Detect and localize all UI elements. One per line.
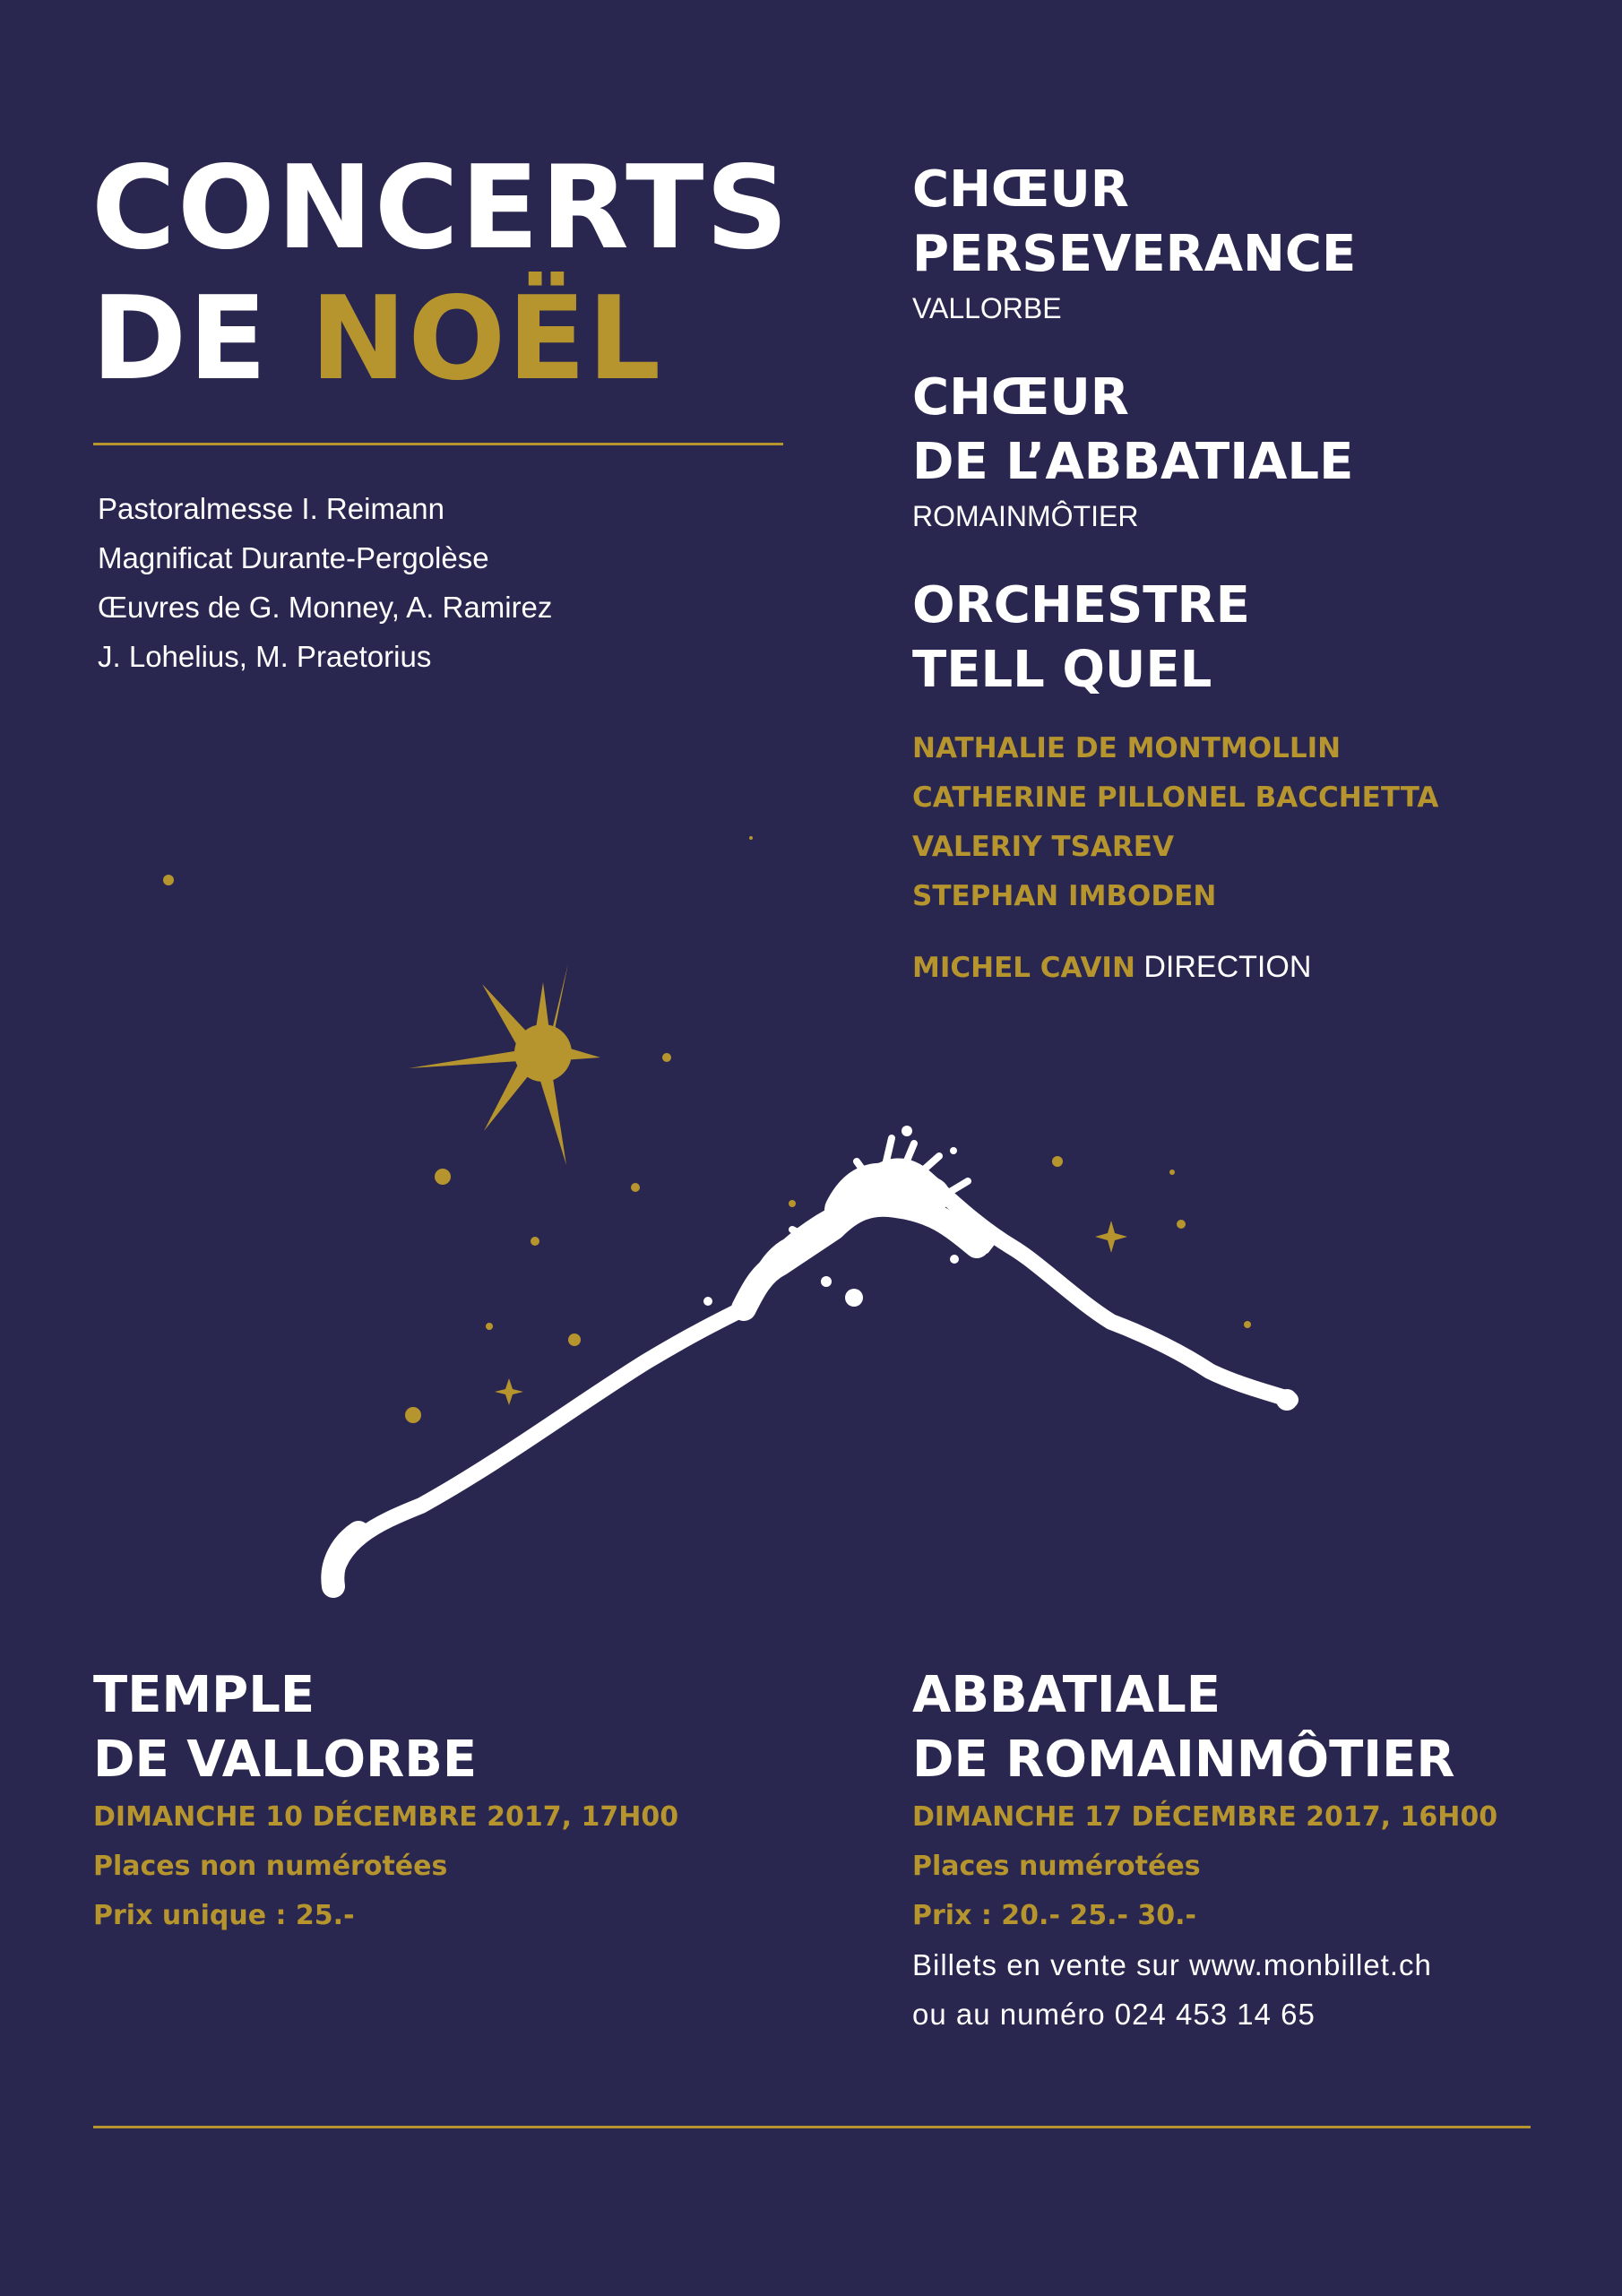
mountain-stroke bbox=[332, 1138, 1290, 1586]
title-de: DE bbox=[91, 272, 269, 406]
venue-name: DE VALLORBE bbox=[93, 1731, 478, 1789]
title-line-1: CONCERTS bbox=[91, 142, 790, 275]
venue-name: ABBATIALE bbox=[912, 1666, 1221, 1724]
program-item: Pastoralmesse I. Reimann bbox=[98, 492, 444, 525]
ensemble-name: PERSEVERANCE bbox=[912, 225, 1357, 283]
venue-name: DE ROMAINMÔTIER bbox=[912, 1731, 1455, 1789]
title-noel: NOËL bbox=[310, 272, 663, 406]
ensemble-name: CHŒUR bbox=[912, 368, 1129, 427]
venue-price: Prix unique : 25.- bbox=[93, 1900, 355, 1931]
ensemble-name: TELL QUEL bbox=[912, 641, 1212, 699]
ensemble-place: VALLORBE bbox=[912, 292, 1062, 324]
footer-divider bbox=[93, 2126, 1531, 2128]
ensemble-name: CHŒUR bbox=[912, 160, 1129, 219]
venue-romainmotier bbox=[912, 1663, 1497, 2039]
ensemble-name: ORCHESTRE bbox=[912, 576, 1250, 634]
soloist-name: CATHERINE PILLONEL BACCHETTA bbox=[912, 781, 1439, 814]
soloist-name: VALERIY TSAREV bbox=[912, 831, 1174, 863]
venue-date: DIMANCHE 10 DÉCEMBRE 2017, 17H00 bbox=[93, 1801, 679, 1833]
program-item: Œuvres de G. Monney, A. Ramirez bbox=[98, 591, 553, 624]
director-role: DIRECTION bbox=[1143, 950, 1312, 984]
venue-seating: Places non numérotées bbox=[93, 1851, 448, 1882]
program-item: J. Lohelius, M. Praetorius bbox=[98, 640, 432, 673]
venue-vallorbe bbox=[93, 1663, 678, 1940]
venue-seating: Places numérotées bbox=[912, 1851, 1201, 1882]
director-name: MICHEL CAVIN bbox=[912, 952, 1135, 984]
ensemble-name: DE L’ABBATIALE bbox=[912, 433, 1354, 491]
ticket-info: Billets en vente sur www.monbillet.ch bbox=[912, 1948, 1432, 1981]
ensemble-place: ROMAINMÔTIER bbox=[912, 500, 1139, 532]
star-icon bbox=[409, 963, 600, 1165]
venue-date: DIMANCHE 17 DÉCEMBRE 2017, 16H00 bbox=[912, 1801, 1498, 1833]
venue-name: TEMPLE bbox=[93, 1666, 315, 1724]
soloist-name: NATHALIE DE MONTMOLLIN bbox=[912, 732, 1342, 764]
soloist-name: STEPHAN IMBODEN bbox=[912, 880, 1217, 912]
program-item: Magnificat Durante-Pergolèse bbox=[98, 541, 489, 574]
venue-price: Prix : 20.- 25.- 30.- bbox=[912, 1900, 1196, 1931]
ticket-phone: ou au numéro 024 453 14 65 bbox=[912, 1998, 1316, 2031]
